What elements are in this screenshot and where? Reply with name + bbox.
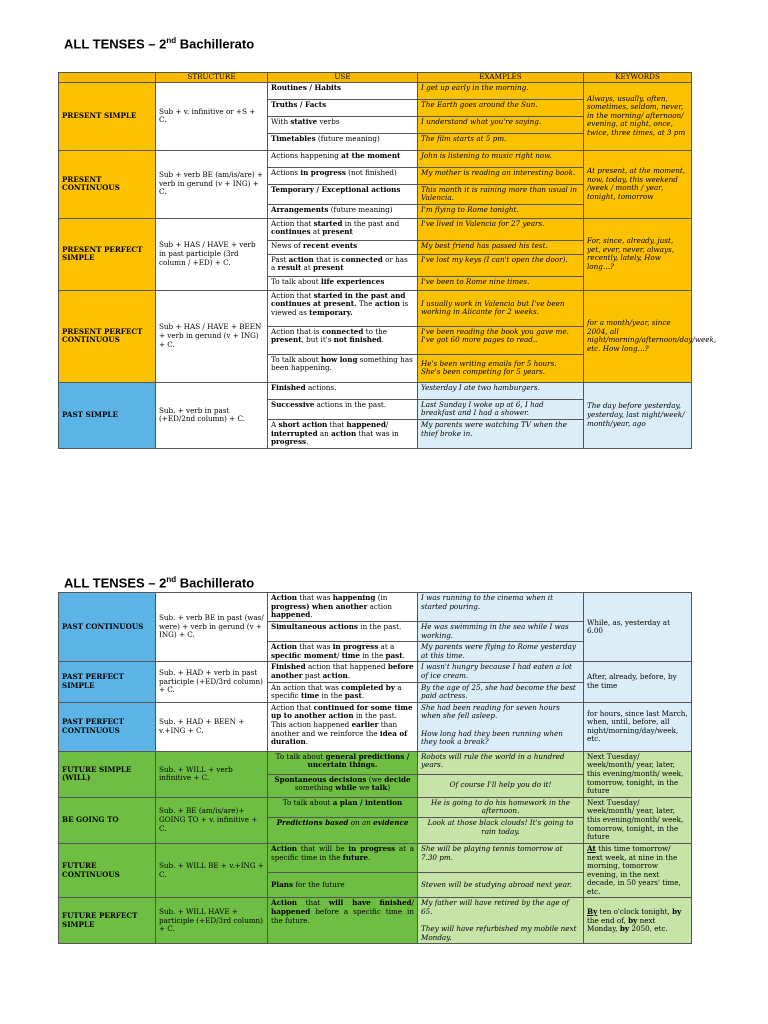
use-cell: Plans for the future bbox=[268, 873, 418, 898]
example-cell: I was running to the cinema when it started pouring. bbox=[418, 593, 584, 622]
use-cell: Timetables (future meaning) bbox=[268, 133, 418, 150]
tense-name: FUTURE PERFECT SIMPLE bbox=[59, 898, 156, 944]
tense-name: PRESENT PERFECT SIMPLE bbox=[59, 218, 156, 290]
example-cell: My mother is reading an interesting book. bbox=[418, 167, 584, 184]
use-cell: Action that will be in progress at a specific time in the future. bbox=[268, 843, 418, 873]
tense-structure: Sub. + verb BE in past (was/ were) + verb in gerund (v + ING) + C. bbox=[156, 593, 268, 662]
tense-structure: Sub + HAS / HAVE + verb in past participle (3rd column / +ED) + C. bbox=[156, 218, 268, 290]
use-cell: Action that was happening (in progress) when another action happened. bbox=[268, 593, 418, 622]
example-cell: I wasn't hungry because I had eaten a lot of ice cream. bbox=[418, 662, 584, 682]
example-cell: Look at those black clouds! It's going to rain today. bbox=[418, 817, 584, 843]
example-cell: By the age of 25, she had become the best paid actress. bbox=[418, 682, 584, 702]
header-use: USE bbox=[268, 73, 418, 83]
use-cell: To talk about a plan / intention bbox=[268, 797, 418, 817]
tense-structure: Sub. + WILL BE + v.+ING + C. bbox=[156, 843, 268, 898]
tense-name: PAST PERFECT CONTINUOUS bbox=[59, 702, 156, 751]
use-cell: To talk about life experiences bbox=[268, 276, 418, 290]
tense-structure: Sub + HAS / HAVE + BEEN + verb in gerund (v + ING) + C. bbox=[156, 290, 268, 382]
tense-name: PRESENT SIMPLE bbox=[59, 82, 156, 150]
keywords-cell: Next Tuesday/ week/month/ year, later, this evening/month/ week, tomorrow, tonight, in the future bbox=[584, 797, 692, 843]
example-cell: My parents were watching TV when the thief broke in. bbox=[418, 419, 584, 448]
example-cell: I've lived in Valencia for 27 years. bbox=[418, 218, 584, 240]
keywords-cell: The day before yesterday, yesterday, last night/week/ month/year, ago bbox=[584, 382, 692, 448]
use-cell: Action that started in the past and continues at present bbox=[268, 218, 418, 240]
tense-name: FUTURE CONTINUOUS bbox=[59, 843, 156, 898]
example-cell: He's been writing emails for 5 hours. She's been competing for 5 years. bbox=[418, 354, 584, 382]
keywords-cell: While, as, yesterday at 6.00 bbox=[584, 593, 692, 662]
tense-name: PRESENT PERFECT CONTINUOUS bbox=[59, 290, 156, 382]
example-cell: Robots will rule the world in a hundred years. bbox=[418, 751, 584, 774]
use-cell: To talk about general predictions / uncertain things. bbox=[268, 751, 418, 774]
tense-structure: Sub. + BE (am/is/are)+ GOING TO + v. infinitive + C. bbox=[156, 797, 268, 843]
keywords-cell: Next Tuesday/ week/month/ year, later, this evening/month/ week, tomorrow, tonight, in the future bbox=[584, 751, 692, 797]
example-cell: I've been reading the book you gave me. I've got 60 more pages to read.. bbox=[418, 326, 584, 354]
example-cell: My parents were flying to Rome yesterday at this time. bbox=[418, 642, 584, 662]
example-cell: I've been to Rome nine times. bbox=[418, 276, 584, 290]
keywords-cell: At present, at the moment, now, today, this weekend /week / month / year, tonight, tomorrow bbox=[584, 150, 692, 218]
example-cell: She had been reading for seven hours when she fell asleep. How long had they been running when they took a break? bbox=[418, 702, 584, 751]
tense-name: PRESENT CONTINUOUS bbox=[59, 150, 156, 218]
tense-structure: Sub + v. infinitive or +S + C. bbox=[156, 82, 268, 150]
example-cell: I usually work in Valencia but I've been working in Alicante for 2 weeks. bbox=[418, 290, 584, 326]
example-cell: The Earth goes around the Sun. bbox=[418, 99, 584, 116]
example-cell: I've lost my keys (I can't open the door). bbox=[418, 254, 584, 276]
example-cell: Steven will be studying abroad next year. bbox=[418, 873, 584, 898]
use-cell: Action that will have finished/ happened before a specific time in the future. bbox=[268, 898, 418, 944]
use-cell: With stative verbs bbox=[268, 116, 418, 133]
example-cell: My best friend has passed his test. bbox=[418, 240, 584, 254]
example-cell: She will be playing tennis tomorrow at 7.30 pm. bbox=[418, 843, 584, 873]
tense-name: PAST CONTINUOUS bbox=[59, 593, 156, 662]
use-cell: To talk about how long something has been happening. bbox=[268, 354, 418, 382]
table-row bbox=[59, 662, 692, 682]
keywords-cell: Always, usually, often, sometimes, seldom, never, in the morning/ afternoon/ evening, at night, once, twice, three times, at 3 pm bbox=[584, 82, 692, 150]
use-cell: Routines / Habits bbox=[268, 82, 418, 99]
header-examples: EXAMPLES bbox=[418, 73, 584, 83]
use-cell: Finished action that happened before another past action. bbox=[268, 662, 418, 682]
tense-structure: Sub. + WILL + verb infinitive + C. bbox=[156, 751, 268, 797]
use-cell: Past action that is connected or has a result at present bbox=[268, 254, 418, 276]
use-cell: Action that continued for some time up to another action in the past. This action happened earlier than another and we reinforce the idea of duration. bbox=[268, 702, 418, 751]
use-cell: Action that was in progress at a specific moment/ time in the past. bbox=[268, 642, 418, 662]
table-row bbox=[59, 82, 692, 99]
example-cell: He is going to do his homework in the afternoon. bbox=[418, 797, 584, 817]
use-cell: Arrangements (future meaning) bbox=[268, 204, 418, 218]
table-row bbox=[59, 150, 692, 167]
use-cell: Predictions based on an evidence bbox=[268, 817, 418, 843]
table-row bbox=[59, 382, 692, 399]
tense-structure: Sub + verb BE (am/is/are) + verb in gerund (v + ING) + C. bbox=[156, 150, 268, 218]
example-cell: I understand what you're saying. bbox=[418, 116, 584, 133]
example-cell: He was swimming in the sea while I was working. bbox=[418, 622, 584, 642]
use-cell: Actions happening at the moment bbox=[268, 150, 418, 167]
header-structure: STRUCTURE bbox=[156, 73, 268, 83]
use-cell: Action that is connected to the present, but it's not finished. bbox=[268, 326, 418, 354]
tenses-table-2 bbox=[58, 592, 692, 944]
table-row bbox=[59, 843, 692, 873]
keywords-cell: For, since, already, just, yet, ever, never, always, recently, lately, How long…? bbox=[584, 218, 692, 290]
page-title-2: ALL TENSES – 2nd Bachillerato bbox=[64, 575, 255, 591]
use-cell: Simultaneous actions in the past. bbox=[268, 622, 418, 642]
header-keywords: KEYWORDS bbox=[584, 73, 692, 83]
example-cell: This month it is raining more than usual in Valencia. bbox=[418, 184, 584, 204]
table-row bbox=[59, 290, 692, 326]
keywords-cell: At this time tomorrow/ next week, at nine in the morning, tomorrow evening, in the next decade, in 50 years' time, etc. bbox=[584, 843, 692, 898]
use-cell: Spontaneous decisions (we decide something while we talk) bbox=[268, 774, 418, 797]
use-cell: A short action that happened/ interrupted an action that was in progress. bbox=[268, 419, 418, 448]
example-cell: I get up early in the morning. bbox=[418, 82, 584, 99]
use-cell: Actions in progress (not finished) bbox=[268, 167, 418, 184]
example-cell: Yesterday I ate two hamburgers. bbox=[418, 382, 584, 399]
example-cell: John is listening to music right now. bbox=[418, 150, 584, 167]
keywords-cell: By ten o'clock tonight, by the end of, by next Monday, by 2050, etc. bbox=[584, 898, 692, 944]
table-row bbox=[59, 797, 692, 817]
example-cell: Last Sunday I woke up at 6, I had breakfast and I had a shower. bbox=[418, 399, 584, 419]
use-cell: Truths / Facts bbox=[268, 99, 418, 116]
use-cell: News of recent events bbox=[268, 240, 418, 254]
header-blank bbox=[59, 73, 156, 83]
example-cell: I'm flying to Rome tonight. bbox=[418, 204, 584, 218]
header-row bbox=[59, 73, 692, 83]
table-row bbox=[59, 751, 692, 774]
keywords-cell: for a month/year, since 2004, all night/morning/afternoon/day/week, etc. How long…? bbox=[584, 290, 692, 382]
tense-name: PAST SIMPLE bbox=[59, 382, 156, 448]
page-title: ALL TENSES – 2nd Bachillerato bbox=[64, 36, 255, 52]
use-cell: Temporary / Exceptional actions bbox=[268, 184, 418, 204]
table-row bbox=[59, 898, 692, 944]
tenses-table-1 bbox=[58, 72, 717, 449]
table-row bbox=[59, 702, 692, 751]
example-cell: My father will have retired by the age of 65. They will have refurbished my mobile next Monday. bbox=[418, 898, 584, 944]
tense-structure: Sub. + verb in past (+ED/2nd column) + C. bbox=[156, 382, 268, 448]
use-cell: Action that started in the past and continues at present. The action is viewed as temporary. bbox=[268, 290, 418, 326]
keywords-cell: After, already, before, by the time bbox=[584, 662, 692, 702]
tense-structure: Sub. + WILL HAVE + participle (+ED/3rd column) + C. bbox=[156, 898, 268, 944]
tense-name: PAST PERFECT SIMPLE bbox=[59, 662, 156, 702]
tense-name: FUTURE SIMPLE (WILL) bbox=[59, 751, 156, 797]
example-cell: Of course I'll help you do it! bbox=[418, 774, 584, 797]
use-cell: Finished actions. bbox=[268, 382, 418, 399]
use-cell: Successive actions in the past. bbox=[268, 399, 418, 419]
tense-structure: Sub. + HAD + BEEN + v.+ING + C. bbox=[156, 702, 268, 751]
table-row bbox=[59, 218, 692, 240]
table-row bbox=[59, 593, 692, 622]
use-cell: An action that was completed by a specific time in the past. bbox=[268, 682, 418, 702]
tense-structure: Sub. + HAD + verb in past participle (+ED/3rd column) + C. bbox=[156, 662, 268, 702]
keywords-cell: for hours, since last March, when, until, before, all night/morning/day/week, etc. bbox=[584, 702, 692, 751]
example-cell: The film starts at 5 pm. bbox=[418, 133, 584, 150]
tense-name: BE GOING TO bbox=[59, 797, 156, 843]
